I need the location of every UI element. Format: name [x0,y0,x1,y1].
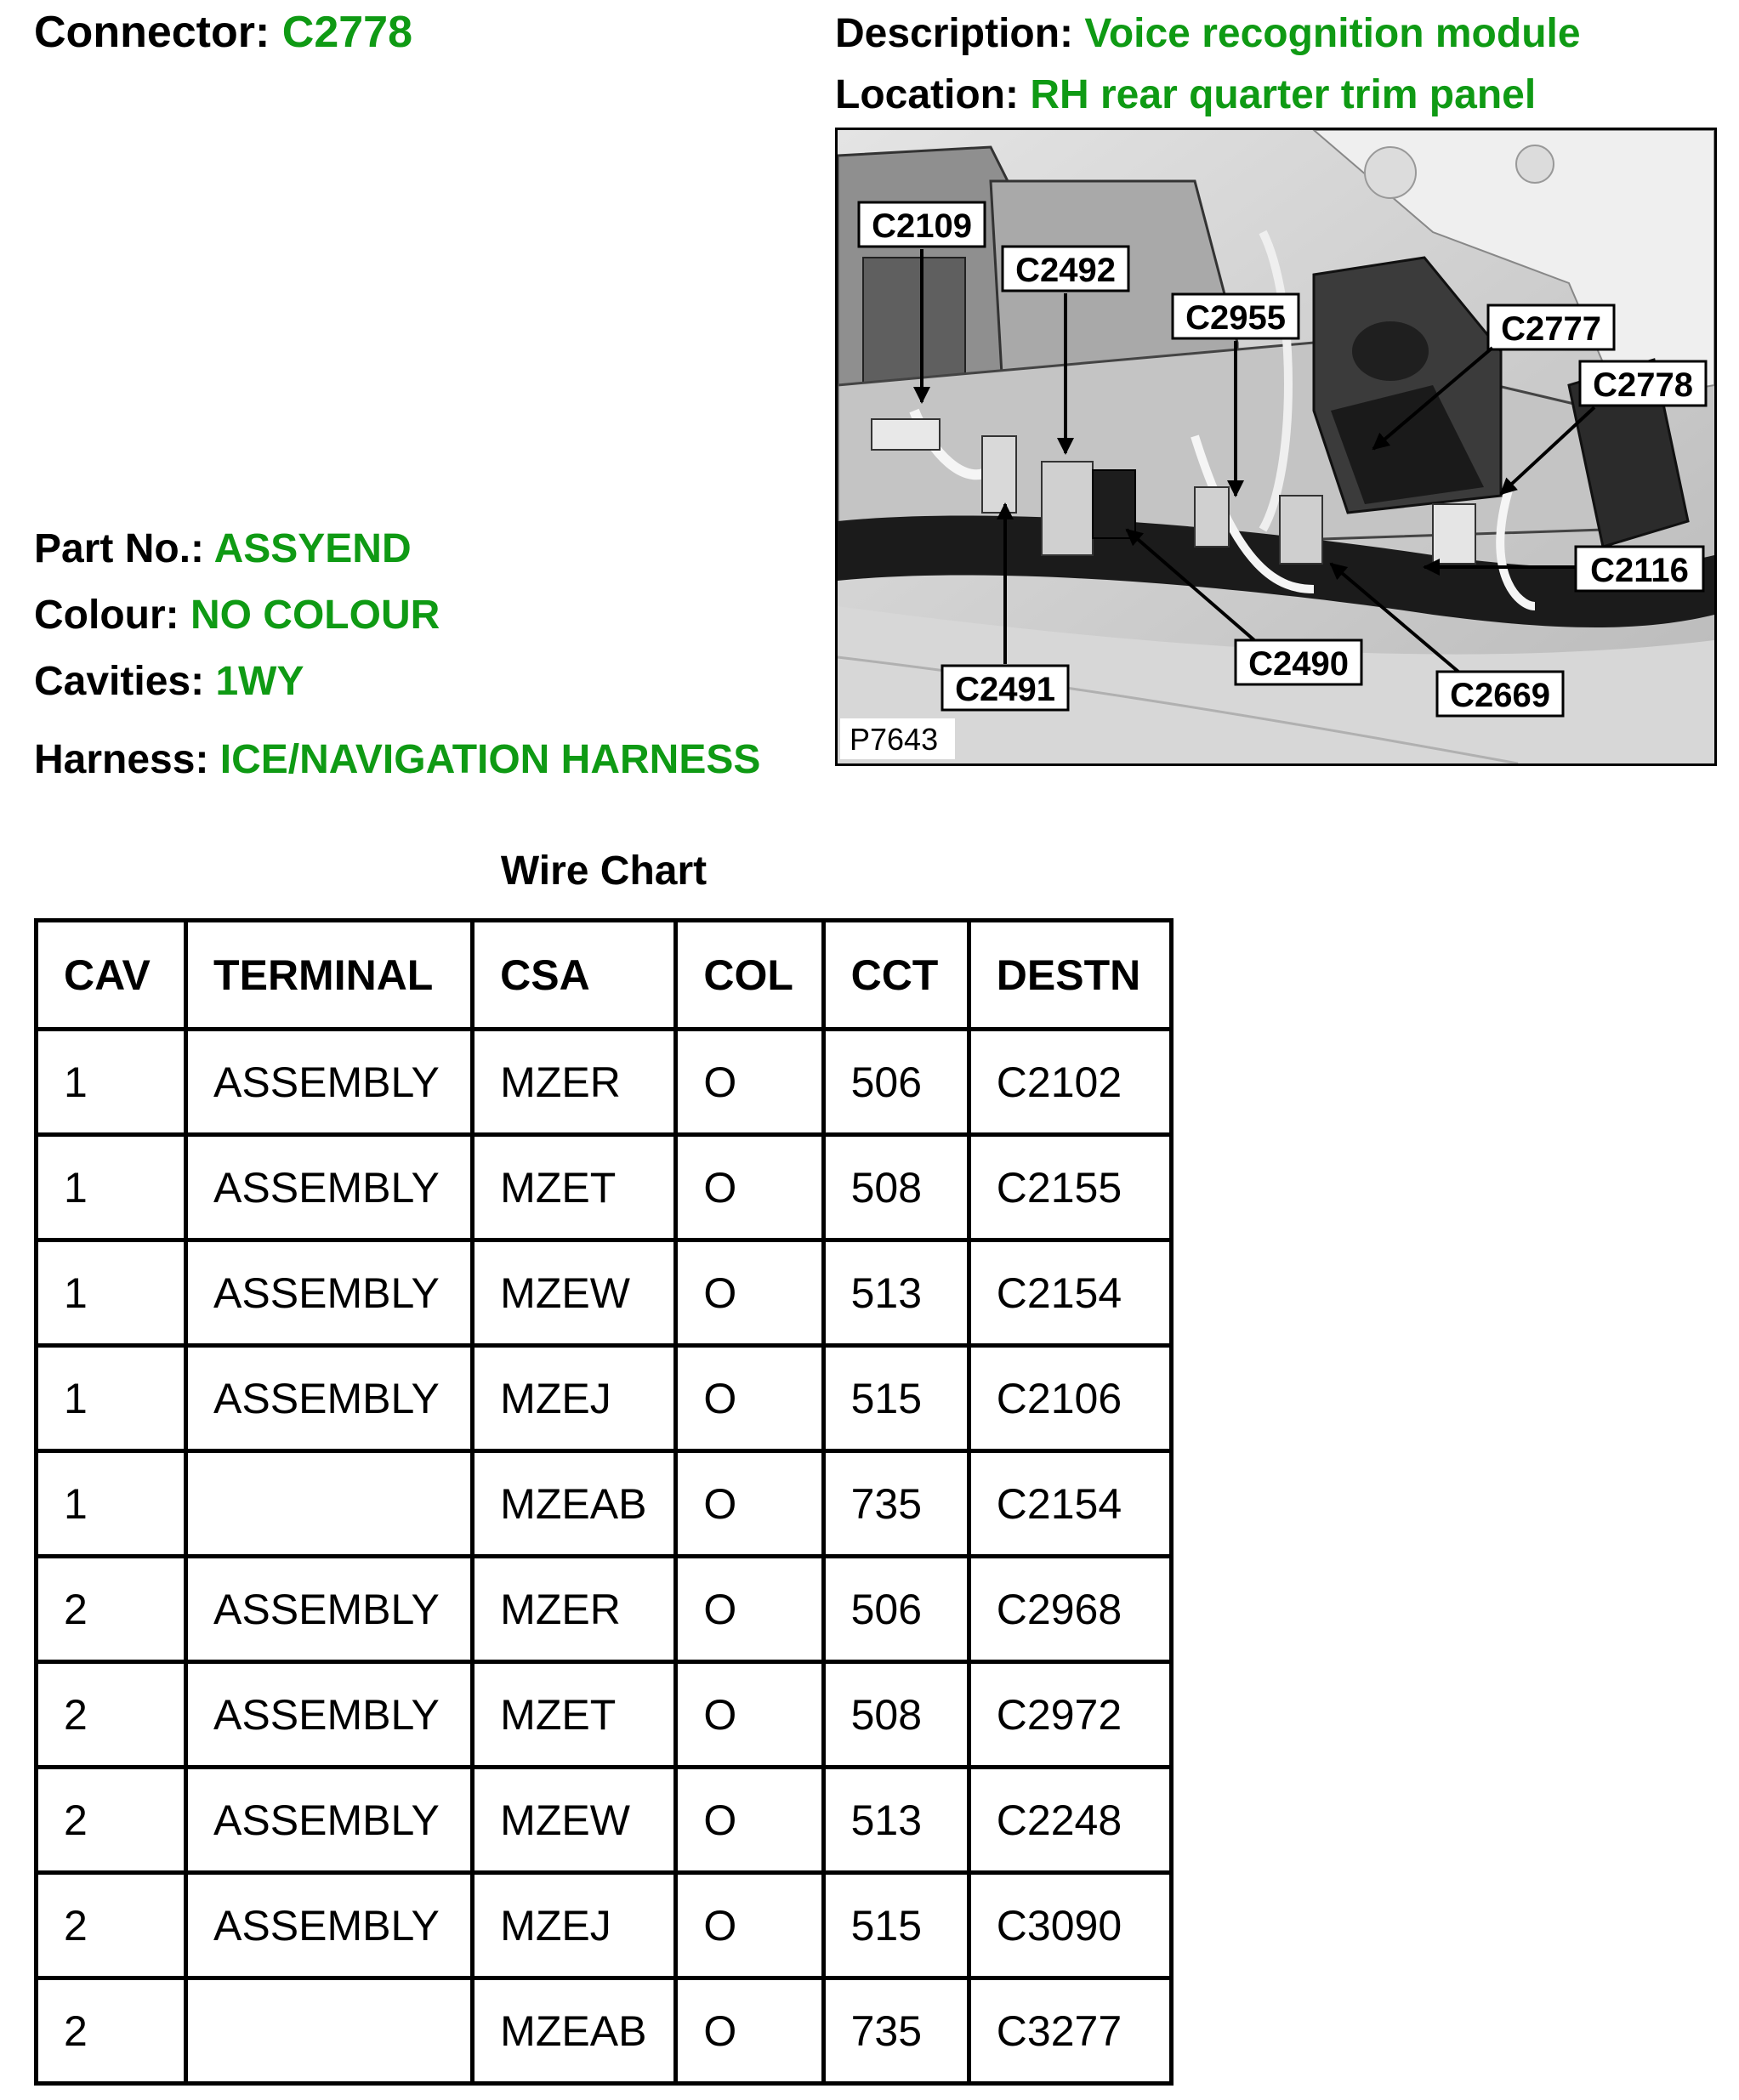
svg-text:P7643: P7643 [850,722,939,757]
table-row [37,1135,1172,1240]
wire-chart-body [37,1030,1172,2084]
cell-cct: 506 [823,1557,969,1662]
location-label: Location: [835,72,1019,117]
cell-terminal: ASSEMBLY [186,1135,473,1240]
cell-col: O [676,1240,823,1346]
cell-destn: C2248 [969,1768,1171,1873]
cell-destn: C2102 [969,1030,1171,1135]
cell-cct: 513 [823,1240,969,1346]
cell-col: O [676,1768,823,1873]
cell-cct: 735 [823,1451,969,1557]
cell-col: O [676,1662,823,1768]
header-destn: DESTN [969,921,1171,1030]
cell-terminal: ASSEMBLY [186,1873,473,1978]
table-row [37,1451,1172,1557]
cell-destn: C2154 [969,1240,1171,1346]
cell-csa: MZEAB [473,1451,676,1557]
cell-destn: C2972 [969,1662,1171,1768]
wire-chart-title: Wire Chart [500,849,708,894]
connector-label: Connector: [34,8,270,57]
table-row [37,1346,1172,1451]
cell-col: O [676,1135,823,1240]
cell-col: O [676,1030,823,1135]
cell-terminal [186,1978,473,2084]
cell-cav: 1 [37,1451,186,1557]
connector-value: C2778 [281,8,413,57]
cell-terminal: ASSEMBLY [186,1768,473,1873]
cell-cav: 1 [37,1240,186,1346]
cell-csa: MZEJ [473,1346,676,1451]
header-terminal: TERMINAL [186,921,473,1030]
connector-field [34,8,413,57]
cell-csa: MZEAB [473,1978,676,2084]
cell-terminal: ASSEMBLY [186,1346,473,1451]
svg-text:C2778: C2778 [1593,366,1693,404]
cell-cct: 508 [823,1662,969,1768]
cell-csa: MZER [473,1030,676,1135]
header-col: COL [676,921,823,1030]
cell-destn: C3277 [969,1978,1171,2084]
table-row [37,1873,1172,1978]
cell-cav: 1 [37,1346,186,1451]
harness-value: ICE/NAVIGATION HARNESS [219,737,761,782]
cell-col: O [676,1346,823,1451]
svg-text:C2490: C2490 [1248,645,1349,683]
cell-cav: 2 [37,1557,186,1662]
cell-terminal: ASSEMBLY [186,1030,473,1135]
part-no-value: ASSYEND [213,526,412,571]
harness-label: Harness: [34,737,209,782]
svg-text:C2955: C2955 [1185,299,1286,337]
cell-csa: MZEW [473,1768,676,1873]
location-field [835,72,1537,117]
cell-terminal: ASSEMBLY [186,1662,473,1768]
location-photo [835,128,1717,766]
table-row [37,1978,1172,2084]
cell-cct: 508 [823,1135,969,1240]
cell-terminal: ASSEMBLY [186,1557,473,1662]
cell-cct: 515 [823,1346,969,1451]
cell-destn: C3090 [969,1873,1171,1978]
cell-csa: MZER [473,1557,676,1662]
header-cct: CCT [823,921,969,1030]
description-value: Voice recognition module [1084,11,1581,56]
cell-col: O [676,1873,823,1978]
cell-csa: MZEW [473,1240,676,1346]
cell-destn: C2155 [969,1135,1171,1240]
svg-text:C2669: C2669 [1450,677,1550,714]
cell-cav: 2 [37,1768,186,1873]
part-no-field [34,526,412,571]
cell-terminal [186,1451,473,1557]
cell-cct: 513 [823,1768,969,1873]
photo-reference [840,718,955,759]
colour-label: Colour: [34,593,179,638]
table-row [37,1240,1172,1346]
cell-col: O [676,1557,823,1662]
table-row [37,1662,1172,1768]
table-row [37,1557,1172,1662]
header-cav: CAV [37,921,186,1030]
cell-cav: 2 [37,1873,186,1978]
cell-cav: 1 [37,1030,186,1135]
cell-cav: 2 [37,1978,186,2084]
colour-field [34,595,440,636]
part-no-label: Part No.: [34,526,205,571]
cavities-label: Cavities: [34,659,205,704]
wire-chart-table [34,918,1174,2086]
description-label: Description: [835,11,1074,56]
cavities-field [34,661,304,702]
header-csa: CSA [473,921,676,1030]
svg-text:C2116: C2116 [1590,552,1689,589]
harness-field [34,737,761,782]
svg-text:C2492: C2492 [1015,252,1116,289]
colour-value: NO COLOUR [190,593,440,638]
cell-cav: 1 [37,1135,186,1240]
cell-destn: C2968 [969,1557,1171,1662]
svg-text:C2491: C2491 [955,671,1055,708]
cell-destn: C2106 [969,1346,1171,1451]
cell-col: O [676,1978,823,2084]
cell-col: O [676,1451,823,1557]
cell-cav: 2 [37,1662,186,1768]
table-row [37,1768,1172,1873]
cell-csa: MZEJ [473,1873,676,1978]
description-field [835,11,1581,56]
table-header-row [37,921,1172,1030]
svg-text:C2777: C2777 [1501,310,1601,348]
cell-cct: 735 [823,1978,969,2084]
cavities-value: 1WY [215,659,304,704]
table-row [37,1030,1172,1135]
svg-text:C2109: C2109 [872,207,972,245]
cell-cct: 506 [823,1030,969,1135]
cell-terminal: ASSEMBLY [186,1240,473,1346]
location-photo-drawing [838,130,1714,763]
cell-destn: C2154 [969,1451,1171,1557]
location-value: RH rear quarter trim panel [1030,72,1537,117]
cell-csa: MZET [473,1135,676,1240]
cell-csa: MZET [473,1662,676,1768]
cell-cct: 515 [823,1873,969,1978]
